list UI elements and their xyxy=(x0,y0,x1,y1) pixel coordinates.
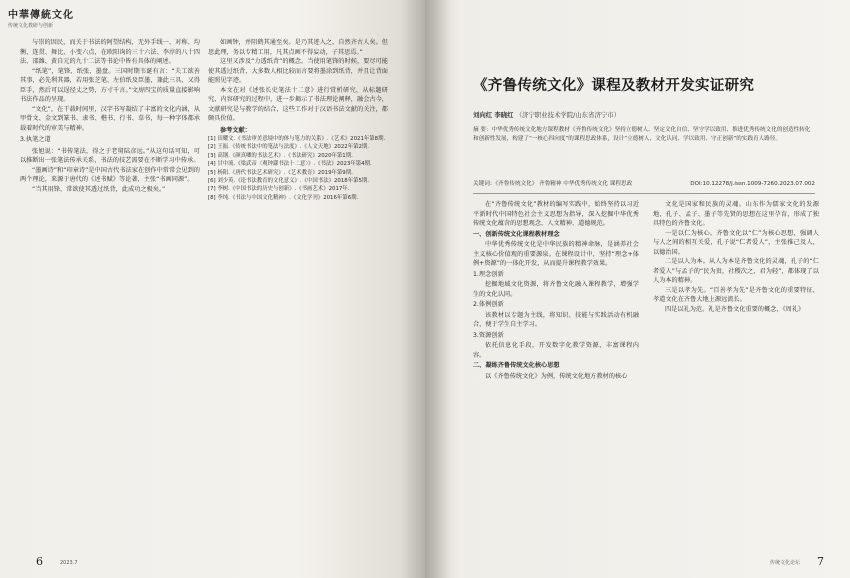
paragraph: “文化”，在干载时间里，汉字书写凝结了丰富的文化内涵，从甲骨文、金文到篆书、隶书、楷书、行书、草书，每一种字体都承载着时代的审美与精神。 xyxy=(20,105,200,132)
section-heading: 二、凝练齐鲁传统文化核心思想 xyxy=(473,362,560,369)
subsection-heading: 1.理念创新 xyxy=(473,270,504,278)
reference-item: [2] 王振.《传统书法中的笔法与法度》.《人文天地》2022年第2期. xyxy=(208,144,370,151)
journal-name: 传统文化论坛 xyxy=(769,560,800,566)
keywords: 关键词：《齐鲁传统文化》 齐鲁精神 中华优秀传统文化 课程思政 xyxy=(473,181,633,187)
reference-item: [1] 田耀文.《书法审美意境中的体与笔力的关系》.《艺术》2021年第8期. xyxy=(208,136,386,142)
paragraph: 三是以孝为先。“百善孝为先”是齐鲁文化的重要特征，孝道文化在齐鲁大地上源远流长。 xyxy=(653,286,819,303)
paragraph: 以《齐鲁传统文化》为例，传统文化地方教材的核心 xyxy=(485,372,628,380)
paragraph: 如画钟，并阻鹤其通至矣。是乃其迹入之，自然齐古人矣。但思此理，务以专精工用，凡其点画不得妄动，子其思焉。” xyxy=(208,39,388,56)
logo-subtitle: 传统文化教研与创新 xyxy=(8,23,54,29)
right-column-1 xyxy=(473,200,639,381)
left-column-1 xyxy=(20,38,200,194)
paragraph: 文化是国家和民族的灵魂。山东作为儒家文化的发源地，孔子、孟子、墨子等先贤的思想在这里孕育，形成了独具特色的齐鲁文化。 xyxy=(653,201,819,227)
keywords-line xyxy=(473,180,815,188)
article-authors xyxy=(473,110,620,119)
paragraph: “墨画诗”和“印章诗”是中国古代书法家在创作中常常会见到的两个理论，来源于唐代的《述书赋》等论著，主张“书画同源”。 xyxy=(20,166,200,183)
paragraph: 二是以人为本。从人为本是齐鲁文化的灵魂，孔子的“仁者爱人”与孟子的“民为贵，社稷次之，君为轻”，都体现了以人为本的精神。 xyxy=(653,258,819,284)
right-column-2 xyxy=(653,200,819,314)
reference-item: [7] 李树.《中国书法的历史与创新》.《书画艺术》2017年. xyxy=(208,186,350,193)
left-column-2 xyxy=(208,38,388,202)
article-abstract: 摘 要：中华优秀传统文化地方课程教材《齐鲁传统文化》坚持立德树人、坚定文化自信、坚守学以致用、推进优秀传统文化的创造性转化和创新性发展，构建了“一核心四向度”的课程思政体系，设计“立德树人、文化认同、学以致用、守正创新”的实践育人路径。 xyxy=(473,127,811,142)
section-heading: 一、创新传统文化课程教材理念 xyxy=(473,230,560,238)
paragraph: 与崇的因民，而关于书法的阿望结构，无外手线一、对称、均衡、连贯、舞比、小变六点，在欧阳询的三十六法、李淳的八十四法、邵潍、黄自元的九十二法等书论中皆有具体的阐述。 xyxy=(20,39,200,65)
subsection-heading: 3.资源创新 xyxy=(473,331,504,339)
issue-date: 2023.7 xyxy=(60,560,78,566)
paragraph: “当其用锋，常欲使其透过纸背，此成功之极矣。” xyxy=(32,185,166,193)
doi: DOI:10.12278/j.issn.1009-7260.2023.07.002 xyxy=(690,181,815,187)
reference-item: [6] 刘少英.《论书法教育的文化意义》.《中国书法》2018年第5期. xyxy=(208,178,370,185)
reference-item: [5] 杨阳.《唐代书法艺术研究》.《艺术教育》2019年第9期. xyxy=(208,169,353,176)
reference-item: [3] 高钢.《颜真卿的书法艺术》.《书法研究》2020年第1期. xyxy=(208,152,353,159)
paragraph: 这里又涉及“力透纸背”的概念。当使用笔锋的时候，要尽可能使其透过纸背，大多数人相比较而言要将墨涂到纸背，并且让背面能照见字迹。 xyxy=(208,58,388,84)
article-title: 《齐鲁传统文化》课程及教材开发实证研究 xyxy=(473,77,755,94)
divider xyxy=(473,193,815,194)
paragraph: 张旭说：“书传笔法，得之于老舅陆彦远。”从这句话可知，可以推断出一张笔法传承关系，书法的技艺需要在不断学习中传承。 xyxy=(20,147,200,164)
right-page xyxy=(425,0,850,578)
journal-logo xyxy=(8,6,74,29)
page-number-left: 6 xyxy=(36,555,43,568)
author-names: 刘向红 李晓红 xyxy=(473,111,514,119)
reference-item: [4] 甘中流.《梁武帝〈观钟繇书法十二意〉》.《书法》2023年第4期. xyxy=(208,161,372,168)
paragraph: 挖掘地域文化资源，将齐鲁文化融入课程教学，增强学生的文化认同。 xyxy=(473,281,639,298)
subsection-heading: 2.体例创新 xyxy=(473,301,504,308)
reference-item: [8] 李纯.《书法与中国文化精神》.《文化学刊》2016年第6期. xyxy=(208,194,359,201)
logo-title: 中華傳統文化 xyxy=(8,10,74,21)
references-list xyxy=(208,135,388,202)
paragraph: 依托信息化手段，开发数字化教学资源，丰富课程内容。 xyxy=(473,342,639,359)
paragraph: 四是以礼为范。礼是齐鲁文化重要的概念，《周礼》 xyxy=(665,305,805,313)
paragraph: 一是以仁为核心。齐鲁文化以“仁”为核心思想，强调人与人之间的相互关爱，孔子说“仁者爱人”，主张推己及人，以德治国。 xyxy=(653,229,819,256)
section-heading: 3.执笔之道 xyxy=(20,136,51,143)
paragraph: 该教材以专题为主线，将知识、技能与实践活动有机融合，便于学生自主学习。 xyxy=(473,311,639,328)
page-number-right: 7 xyxy=(817,555,824,568)
paragraph: 本文在对《述张长史笔法十二意》进行赏析研究，从标题研究、内容研究的过程中，进一步揭示了书法理论阐释，融会古今，文献研究是与教学的结合，这些工作对于汉语书法文献的关注，都颇具价值。 xyxy=(208,86,388,122)
references-title: 参考文献： xyxy=(220,126,251,134)
paragraph: “纸笔”，笔锋、纸张、墨盘。三国时期韦诞有言：“夫工欲善其事，必先利其器，若用张芝笔、左伯纸及臣墨，兼此三具，又得臣手，然后可以逞径丈之势，方寸千言。”文房四宝的质量直接影响书法作品的呈现。 xyxy=(20,67,200,103)
paragraph: 中华优秀传统文化是中华民族的精神命脉，是涵养社会主义核心价值观的重要源泉。在课程设计中，坚持“理念+体例+资源”的一体化开发，从而提升课程教学效果。 xyxy=(473,241,639,267)
paragraph: 在“齐鲁传统文化”教材的编写实践中，始终坚持以习近平新时代中国特色社会主义思想为指导，深入挖掘中华优秀传统文化蕴含的思想观念、人文精神、道德规范。 xyxy=(473,201,639,227)
author-affiliation: （济宁职业技术学院/山东省济宁市） xyxy=(515,111,621,119)
